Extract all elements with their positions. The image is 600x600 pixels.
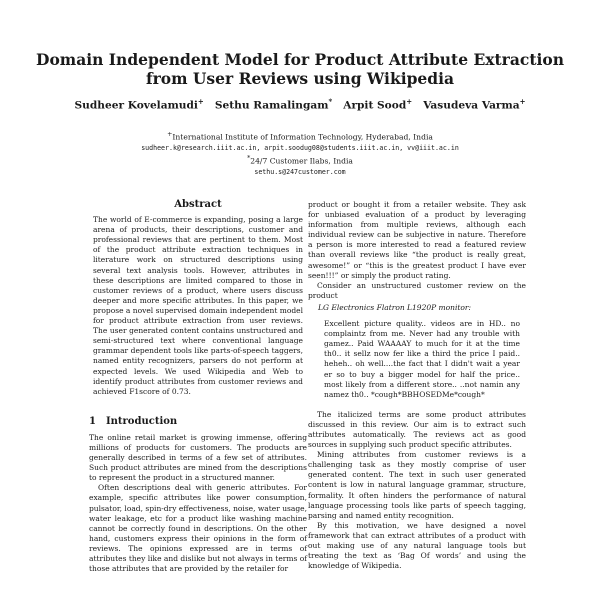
section-title: Introduction (105, 415, 178, 427)
section-number: 1 (89, 415, 96, 427)
author-mark: + (197, 97, 204, 106)
author-name: Arpit Sood (343, 99, 407, 112)
body-paragraph-1: product or bought it from a retailer website. They ask for unbiased evaluation of a product by leveraging information from multiple reviews, although each individual review can be subjective in nature. Therefore a person is more interested to read a featured review than overall reviews like “the product is really great, awesome!” or “this is the greatest product I have ever seen!!!” or simply the product rating. (308, 200, 526, 280)
author-name: Vasudeva Varma (423, 99, 520, 112)
intro-paragraph-2: Often descriptions deal with generic attributes. For example, specific attributes like power consumption, pulsator, load, spin-dry effectiveness, noise, water usage, water leakage, etc for a product like washing machine cannot be correctly found in descriptions. On the other hand, customers express their opinions in the form of reviews. The opinions expressed are in terms of attributes they like and dislike but not always in terms of those attributes that are provided by the retailer for (89, 483, 307, 574)
affiliation-mark: + (167, 131, 173, 138)
body-paragraph-5: By this motivation, we have designed a novel framework that can extract attributes of a product with out making use of any natural language tools but treating the text as ‘Bag Of words’ and using the knowledge of Wikipedia. (308, 520, 526, 571)
review-quote: Excellent picture quality.. videos are in HD.. no complaintz from me. Never had any trouble with gamez.. Paid WAAAAY to much for it at the time th0.. it sellz now fer like a third the price I paid.. heheh.. oh well....the fact that I didn't wait a year er so to buy a bigger model for half the price.. most likely from a different store.. ..not namin any namez th0.. *cough*BBHOSEDMe*cough* (324, 319, 520, 399)
abstract-text: The world of E-commerce is expanding, posing a large arena of products, their descriptions, customer and professional reviews that are pertinent to them. Most of the product attribute extraction techniques in literature work on structured descriptions using several text analysis tools. However, attributes in these descriptions are limited compared to those in customer reviews of a product, where users discuss deeper and more specific attributes. In this paper, we propose a novel supervised domain independent model for product attribute extraction from user reviews. The user generated content contains unstructured and semi-structured text where conventional language grammar dependent tools like parts-of-speech taggers, named entity recognizers, parsers do not perform at expected levels. We used Wikipedia and Web to identify product attributes from customer reviews and achieved F1score of 0.73. (93, 215, 303, 396)
review-product-name: LG Electronics Flatron L1920P monitor: (318, 302, 472, 312)
emails-1: sudheer.k@research.iiit.ac.in, arpit.soodug08@students.iiit.ac.in, vv@iiit.ac.in (141, 144, 459, 153)
body-paragraph-4: Mining attributes from customer reviews is a challenging task as they mostly comprise of user generated content. The text in such user generated content is low in natural language grammar, structure, formality. It often hinders the performance of natural language processing tools like parts of speech tagging, parsing and named entity recognition. (308, 450, 526, 520)
abstract-heading: Abstract (174, 199, 222, 210)
author-mark: * (328, 97, 333, 106)
body-paragraph-3: The italicized terms are some product attributes discussed in this review. Our aim is to extract such attributes automatically. The reviews act as good sources in supplying such product specific attributes. (308, 409, 526, 450)
author-name: Sudheer Kovelamudi (74, 99, 198, 112)
title-line-1: Domain Independent Model for Product Attribute Extraction (36, 50, 564, 69)
paper-title (0, 50, 600, 88)
author-list (0, 97, 600, 112)
affiliation-mark: * (247, 154, 251, 162)
right-column (308, 200, 526, 571)
intro-paragraph-1: The online retail market is growing immense, offering millions of products for customers. The products are generally described in terms of a few set of attributes. Such product attributes are mined from the descriptions to represent the product in a structured manner. (89, 432, 307, 483)
body-paragraph-2: Consider an unstructured customer review on the product (308, 280, 526, 300)
author-name: Sethu Ramalingam (214, 99, 329, 112)
affiliation-1: +International Institute of Information Technology, Hyderabad, India (167, 131, 433, 142)
author-mark: + (519, 97, 526, 106)
emails-2: sethu.s@247customer.com (254, 167, 346, 176)
author-mark: + (406, 97, 413, 106)
left-column (89, 200, 307, 574)
section-heading-introduction (89, 417, 307, 427)
affiliations (0, 130, 600, 177)
title-line-2: from User Reviews using Wikipedia (145, 69, 455, 88)
affiliation-2: *24/7 Customer Ilabs, India (247, 154, 353, 166)
